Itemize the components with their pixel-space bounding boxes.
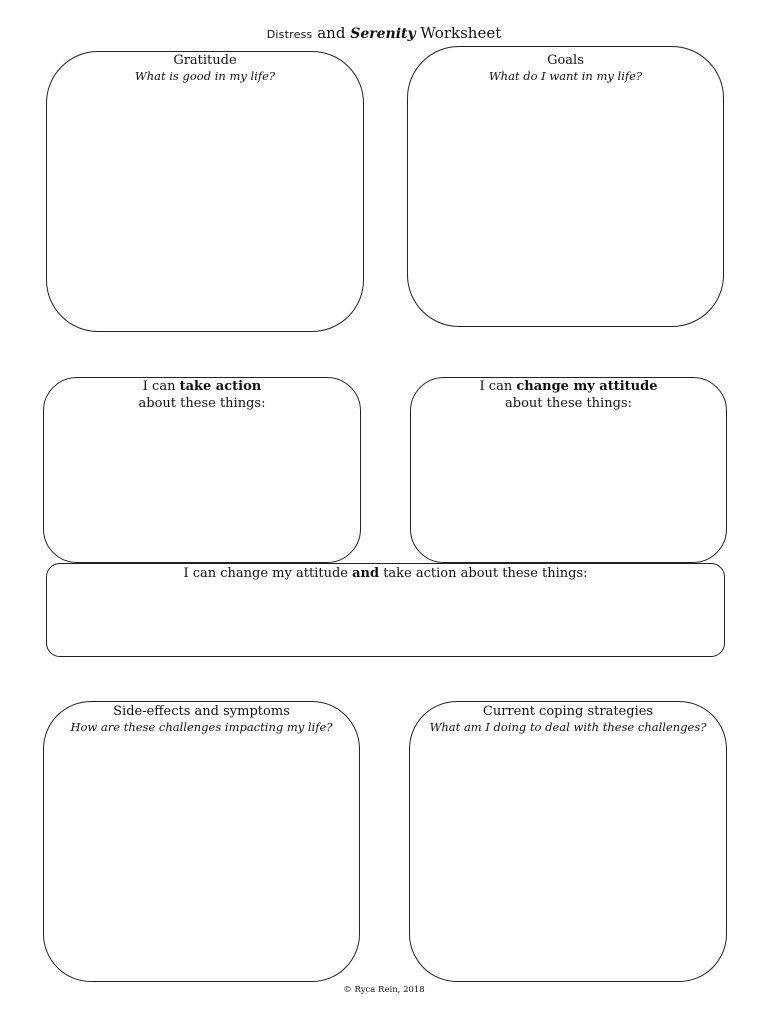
attitude-and-action-part2: take action about these things: [383,566,588,581]
change-attitude-line2: about these things: [505,396,632,411]
coping-strategies-box[interactable] [409,701,727,982]
take-action-header [44,378,360,412]
title-word-and: and [317,24,346,42]
change-attitude-box[interactable] [410,377,727,563]
gratitude-box[interactable] [46,51,364,332]
take-action-emphasis: take action [179,379,262,394]
goals-prompt: What do I want in my life? [488,69,643,83]
attitude-and-action-part1: I can change my attitude [183,566,348,581]
goals-box[interactable] [407,46,724,327]
coping-strategies-heading: Current coping strategies [482,704,654,719]
change-attitude-prefix: I can [479,379,513,394]
take-action-prefix: I can [142,379,176,394]
gratitude-header [47,52,363,83]
change-attitude-emphasis: change my attitude [516,379,658,394]
title-word-serenity: Serenity [350,26,416,42]
side-effects-prompt: How are these challenges impacting my life? [70,720,333,734]
goals-header [408,52,723,83]
gratitude-heading: Gratitude [173,53,237,68]
take-action-box[interactable] [43,377,361,563]
side-effects-heading: Side-effects and symptoms [113,704,290,719]
coping-strategies-prompt: What am I doing to deal with these challenges? [429,720,707,734]
title-word-worksheet: Worksheet [420,24,502,42]
side-effects-header [44,703,359,734]
attitude-and-action-emphasis: and [352,566,380,581]
attitude-and-action-header [47,565,724,582]
copyright-footer: © Ryca Rein, 2018 [343,985,425,995]
take-action-line2: about these things: [138,396,266,411]
title-word-distress: Distress [266,28,313,41]
goals-heading: Goals [547,53,584,68]
coping-strategies-header [410,703,726,734]
worksheet-title [0,24,768,44]
gratitude-prompt: What is good in my life? [134,69,276,83]
side-effects-box[interactable] [43,701,360,982]
attitude-and-action-box[interactable] [46,563,725,657]
change-attitude-header [411,378,726,412]
